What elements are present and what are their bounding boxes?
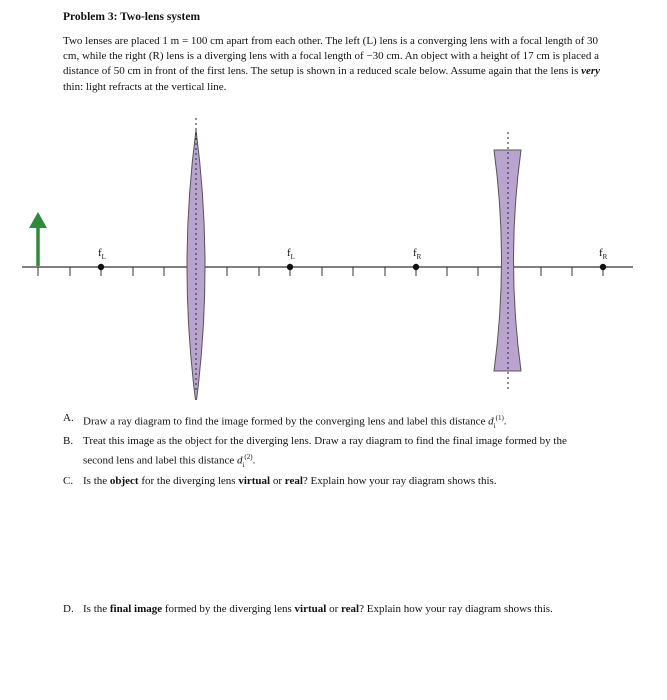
- problem-title: Problem 3: Two-lens system: [63, 11, 201, 23]
- focal-point-r-right: [600, 264, 606, 270]
- focal-label-l-right: $f_L$: [287, 247, 295, 261]
- question-c: C. Is the object for the diverging lens virtual or real? Explain how your ray diagram shows this.: [63, 475, 497, 487]
- focal-point-r-left: [413, 264, 419, 270]
- focal-point-l-left: [98, 264, 104, 270]
- question-b: B. Treat this image as the object for the diverging lens. Draw a ray diagram to find the final image formed by the second lens and label this distance $d_i^{(2)}$.: [63, 435, 567, 469]
- axis-ticks: [38, 267, 603, 276]
- question-d: D. Is the final image formed by the diverging lens virtual or real? Explain how your ray diagram shows this.: [63, 603, 553, 615]
- focal-label-r-left: $f_R$: [413, 247, 422, 261]
- focal-point-l-right: [287, 264, 293, 270]
- object-arrow: [29, 212, 47, 266]
- emphasis-very: very: [581, 65, 601, 78]
- question-a: A. Draw a ray diagram to find the image formed by the converging lens and label this distance $d_i^{(1)}$.: [63, 412, 507, 430]
- problem-intro: Two lenses are placed 1 m = 100 cm apart from each other. The left (L) lens is a converging lens with a focal length of 30 cm, while the right (R) lens is a diverging lens with a focal length of −30 cm. An object with a height of 17 cm is placed a distance of 50 cm in front of the first lens. The setup is shown in a reduced scale below. Assume again that the lens is very thin: light refracts at the vertical line.: [63, 35, 601, 93]
- focal-label-l-left: $f_L$: [98, 247, 106, 261]
- two-lens-diagram: [0, 110, 667, 400]
- focal-label-r-right: $f_R$: [599, 247, 608, 261]
